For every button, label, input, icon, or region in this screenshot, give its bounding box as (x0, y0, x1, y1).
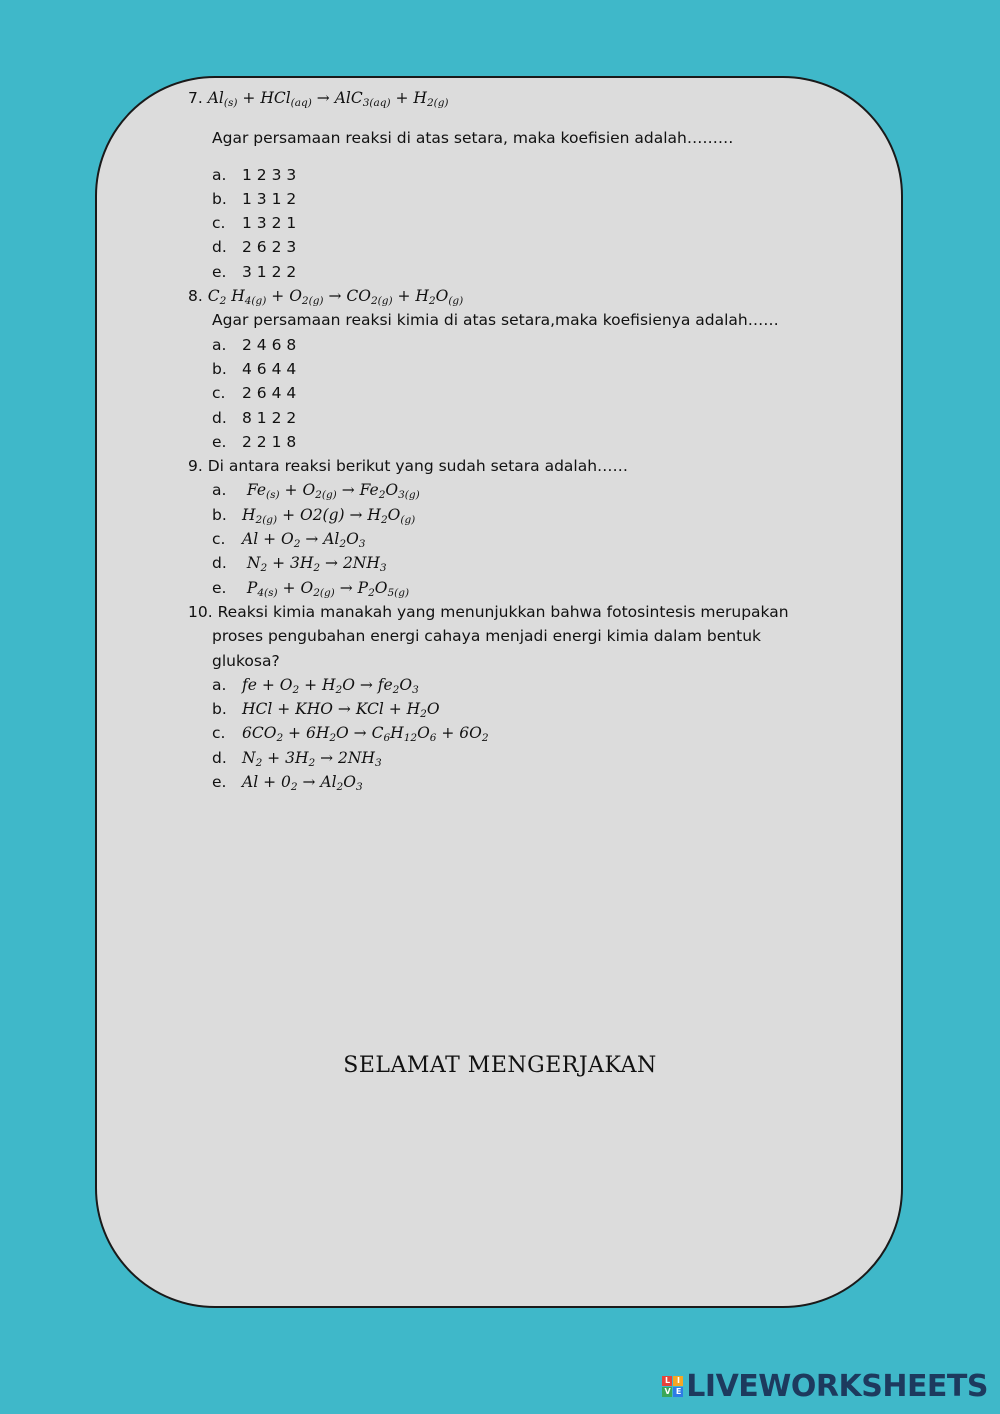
equation-subscript: 2(g) (313, 586, 335, 599)
equation-part: C (207, 287, 220, 306)
equation-subscript: 12 (403, 732, 418, 745)
option-letter: e. (212, 773, 227, 792)
answer-option[interactable] (188, 163, 888, 187)
equation-part: + 3H (267, 554, 314, 573)
equation-part: O (374, 578, 388, 597)
equation-subscript: 2 (335, 683, 343, 696)
equation-part: → 2NH (315, 748, 375, 767)
option-equation (242, 724, 489, 745)
option-letter: d. (212, 554, 227, 573)
option-letter: e. (212, 262, 227, 281)
equation-subscript: 3(g) (398, 489, 420, 502)
option-letter: e. (212, 578, 227, 597)
option-letter: c. (212, 384, 226, 403)
option-equation (242, 481, 420, 502)
answer-option[interactable] (188, 503, 888, 527)
equation-part: P (242, 578, 258, 597)
equation-subscript: 4(s) (257, 586, 278, 599)
option-text: 3 1 2 2 (242, 262, 297, 281)
equation-subscript: 2(g) (370, 295, 393, 308)
answer-option[interactable] (188, 697, 888, 721)
option-letter: b. (212, 359, 227, 378)
option-equation (242, 700, 440, 721)
option-letter: b. (212, 505, 227, 524)
option-text: 8 1 2 2 (242, 408, 297, 427)
equation-part: O (417, 724, 430, 743)
option-text: 2 4 6 8 (242, 335, 297, 354)
equation-subscript: 3 (355, 781, 363, 794)
equation-subscript: (s) (223, 97, 238, 109)
option-letter: a. (212, 335, 227, 354)
equation-subscript: 2 (313, 562, 321, 575)
option-text: 1 2 3 3 (242, 165, 297, 184)
option-equation (242, 676, 419, 694)
equation-part: → CO (323, 287, 371, 306)
equation-subscript: 2(g) (426, 97, 449, 109)
equation-part: + O (279, 481, 316, 500)
equation-subscript: 2 (292, 683, 300, 696)
equation-subscript: 2 (308, 756, 316, 769)
equation-part: O (435, 287, 449, 306)
equation-subscript: (g) (448, 295, 464, 308)
question-number: 9. (188, 457, 203, 476)
option-text: 4 6 4 4 (242, 359, 297, 378)
option-equation (242, 506, 415, 524)
option-text: 2 6 4 4 (242, 384, 297, 403)
option-letter: e. (212, 432, 227, 451)
option-equation (242, 773, 363, 794)
question-7-equation (188, 86, 888, 110)
equation-part: + O2(g) → H (277, 505, 381, 524)
equation-part: H (242, 505, 256, 524)
equation-part: H (226, 287, 245, 306)
equation-part: O (426, 700, 440, 719)
equation (207, 287, 464, 308)
equation-part: O (399, 675, 413, 694)
equation-part: → Al (300, 530, 340, 549)
answer-option[interactable] (188, 478, 888, 502)
answer-option[interactable] (188, 235, 888, 259)
question-10-options (188, 673, 888, 794)
equation-part: → AlC (311, 89, 363, 107)
equation-subscript: 2 (428, 295, 436, 308)
option-letter: c. (212, 724, 226, 743)
option-letter: d. (212, 748, 227, 767)
equation-part: Al + O (242, 530, 294, 549)
equation-subscript: 2 (420, 708, 427, 721)
equation-subscript: (aq) (290, 97, 312, 109)
answer-option[interactable] (188, 770, 888, 794)
equation-subscript: 3 (374, 756, 382, 769)
question-10-prompt-line-1 (188, 600, 888, 624)
option-equation (242, 579, 409, 597)
option-letter: d. (212, 238, 227, 257)
equation-part: O (387, 505, 401, 524)
equation-subscript: 4(g) (244, 295, 267, 308)
question-10-prompt-line-3: glukosa? (212, 651, 280, 670)
question-10-prompt-line-2: proses pengubahan energi cahaya menjadi energi kimia dalam bentuk (212, 627, 762, 646)
equation-part: + H (392, 287, 429, 306)
option-letter: a. (212, 481, 227, 500)
equation-part: N (242, 554, 261, 573)
question-8-options (188, 333, 888, 454)
answer-option[interactable] (188, 430, 888, 454)
equation-subscript: 2 (219, 295, 227, 308)
equation-part: + H (390, 89, 427, 107)
question-8-equation (188, 284, 888, 308)
answer-option[interactable] (188, 211, 888, 235)
closing-message: SELAMAT MENGERJAKAN (343, 1053, 657, 1078)
answer-option[interactable] (188, 527, 888, 551)
equation-subscript: 2 (336, 781, 344, 794)
option-text: 2 6 2 3 (242, 238, 297, 257)
equation-part: O (346, 530, 359, 549)
equation-part: O (343, 773, 356, 792)
brand-letter-i: I (673, 1376, 683, 1386)
equation-part: O → C (336, 724, 384, 743)
answer-option[interactable] (188, 381, 888, 405)
questions-area (188, 86, 888, 794)
equation-subscript: 2(g) (255, 513, 278, 526)
option-equation (242, 530, 366, 551)
equation-subscript: 3 (379, 562, 387, 575)
equation-subscript: 2 (368, 586, 375, 599)
equation-part: N (242, 748, 256, 767)
option-letter: d. (212, 408, 227, 427)
equation-subscript: 2 (255, 756, 263, 769)
option-letter: c. (212, 214, 226, 233)
equation-part: + 3H (262, 748, 309, 767)
answer-option[interactable] (188, 333, 888, 357)
equation-subscript: 2 (380, 513, 388, 526)
equation-part: Fe (242, 481, 267, 500)
equation-subscript: 6 (429, 732, 437, 745)
equation-part: + 6O (436, 724, 482, 743)
question-number: 8. (188, 287, 203, 306)
equation-part: → P (334, 578, 369, 597)
answer-option[interactable] (188, 746, 888, 770)
equation-subscript: 2 (481, 732, 489, 745)
equation-subscript: (g) (400, 513, 416, 526)
brand-letter-l: L (662, 1376, 672, 1386)
equation-subscript: 2 (378, 489, 386, 502)
brand-grid-icon (662, 1376, 683, 1397)
equation-subscript: 5(g) (387, 586, 410, 599)
brand-text: LIVEWORKSHEETS (686, 1369, 988, 1404)
answer-option[interactable] (188, 357, 888, 381)
equation-part: + 6H (283, 724, 330, 743)
equation-part: Al + 0 (242, 773, 291, 792)
equation-subscript: 6 (383, 732, 391, 745)
equation-part: 6CO (242, 724, 277, 743)
equation-part: + HCl (237, 89, 291, 107)
equation-part: fe + O (242, 675, 293, 694)
answer-option[interactable] (188, 187, 888, 211)
answer-option[interactable] (188, 260, 888, 284)
equation (208, 89, 449, 107)
equation-subscript: 3(aq) (362, 97, 391, 109)
brand-logo[interactable] (662, 1369, 988, 1404)
question-8-prompt: Agar persamaan reaksi kimia di atas setara,maka koefisienya adalah…… (212, 311, 779, 330)
equation-part: → Al (297, 773, 337, 792)
equation-part: H (390, 724, 404, 743)
question-7-prompt: Agar persamaan reaksi di atas setara, maka koefisien adalah……… (212, 129, 734, 148)
equation-subscript: 2(g) (301, 295, 324, 308)
option-equation (242, 554, 387, 575)
option-letter: b. (212, 700, 227, 719)
answer-option[interactable] (188, 721, 888, 745)
option-text: 1 3 1 2 (242, 189, 297, 208)
question-7-options (188, 163, 888, 284)
option-equation (242, 749, 382, 767)
brand-letter-e: E (673, 1387, 683, 1397)
equation-part: → 2NH (320, 554, 380, 573)
question-number: 7. (188, 89, 203, 107)
equation-subscript: 3 (412, 683, 419, 696)
answer-option[interactable] (188, 673, 888, 697)
question-number: 10. (188, 602, 213, 621)
equation-part: Al (207, 89, 224, 107)
equation-subscript: 2 (276, 732, 284, 745)
option-letter: b. (212, 189, 227, 208)
equation-subscript: 2 (290, 781, 298, 794)
equation-subscript: (s) (266, 489, 280, 502)
equation-subscript: 3 (358, 538, 366, 551)
brand-letter-v: V (662, 1387, 672, 1397)
equation-subscript: 2 (329, 732, 337, 745)
equation-subscript: 2 (339, 538, 347, 551)
equation-part: HCl + KHO → KCl + H (242, 700, 421, 719)
question-9-options (188, 478, 888, 599)
answer-option[interactable] (188, 406, 888, 430)
question-9-prompt (188, 454, 888, 478)
equation-subscript: 2 (260, 562, 268, 575)
equation-part: + O (266, 287, 302, 306)
answer-option[interactable] (188, 576, 888, 600)
option-letter: c. (212, 530, 226, 549)
equation-part: → Fe (336, 481, 379, 500)
option-text: 2 2 1 8 (242, 432, 297, 451)
option-letter: a. (212, 675, 227, 694)
equation-part: O (385, 481, 399, 500)
equation-subscript: 2(g) (315, 489, 337, 502)
equation-part: + O (277, 578, 314, 597)
answer-option[interactable] (188, 551, 888, 575)
equation-subscript: 2 (293, 538, 301, 551)
option-text: 1 3 2 1 (242, 214, 297, 233)
equation-part: O → fe (342, 675, 393, 694)
question-text: Di antara reaksi berikut yang sudah setara adalah…… (207, 457, 629, 476)
option-letter: a. (212, 165, 227, 184)
question-text: Reaksi kimia manakah yang menunjukkan bahwa fotosintesis merupakan (217, 602, 789, 621)
equation-subscript: 2 (392, 683, 400, 696)
equation-part: + H (299, 675, 336, 694)
